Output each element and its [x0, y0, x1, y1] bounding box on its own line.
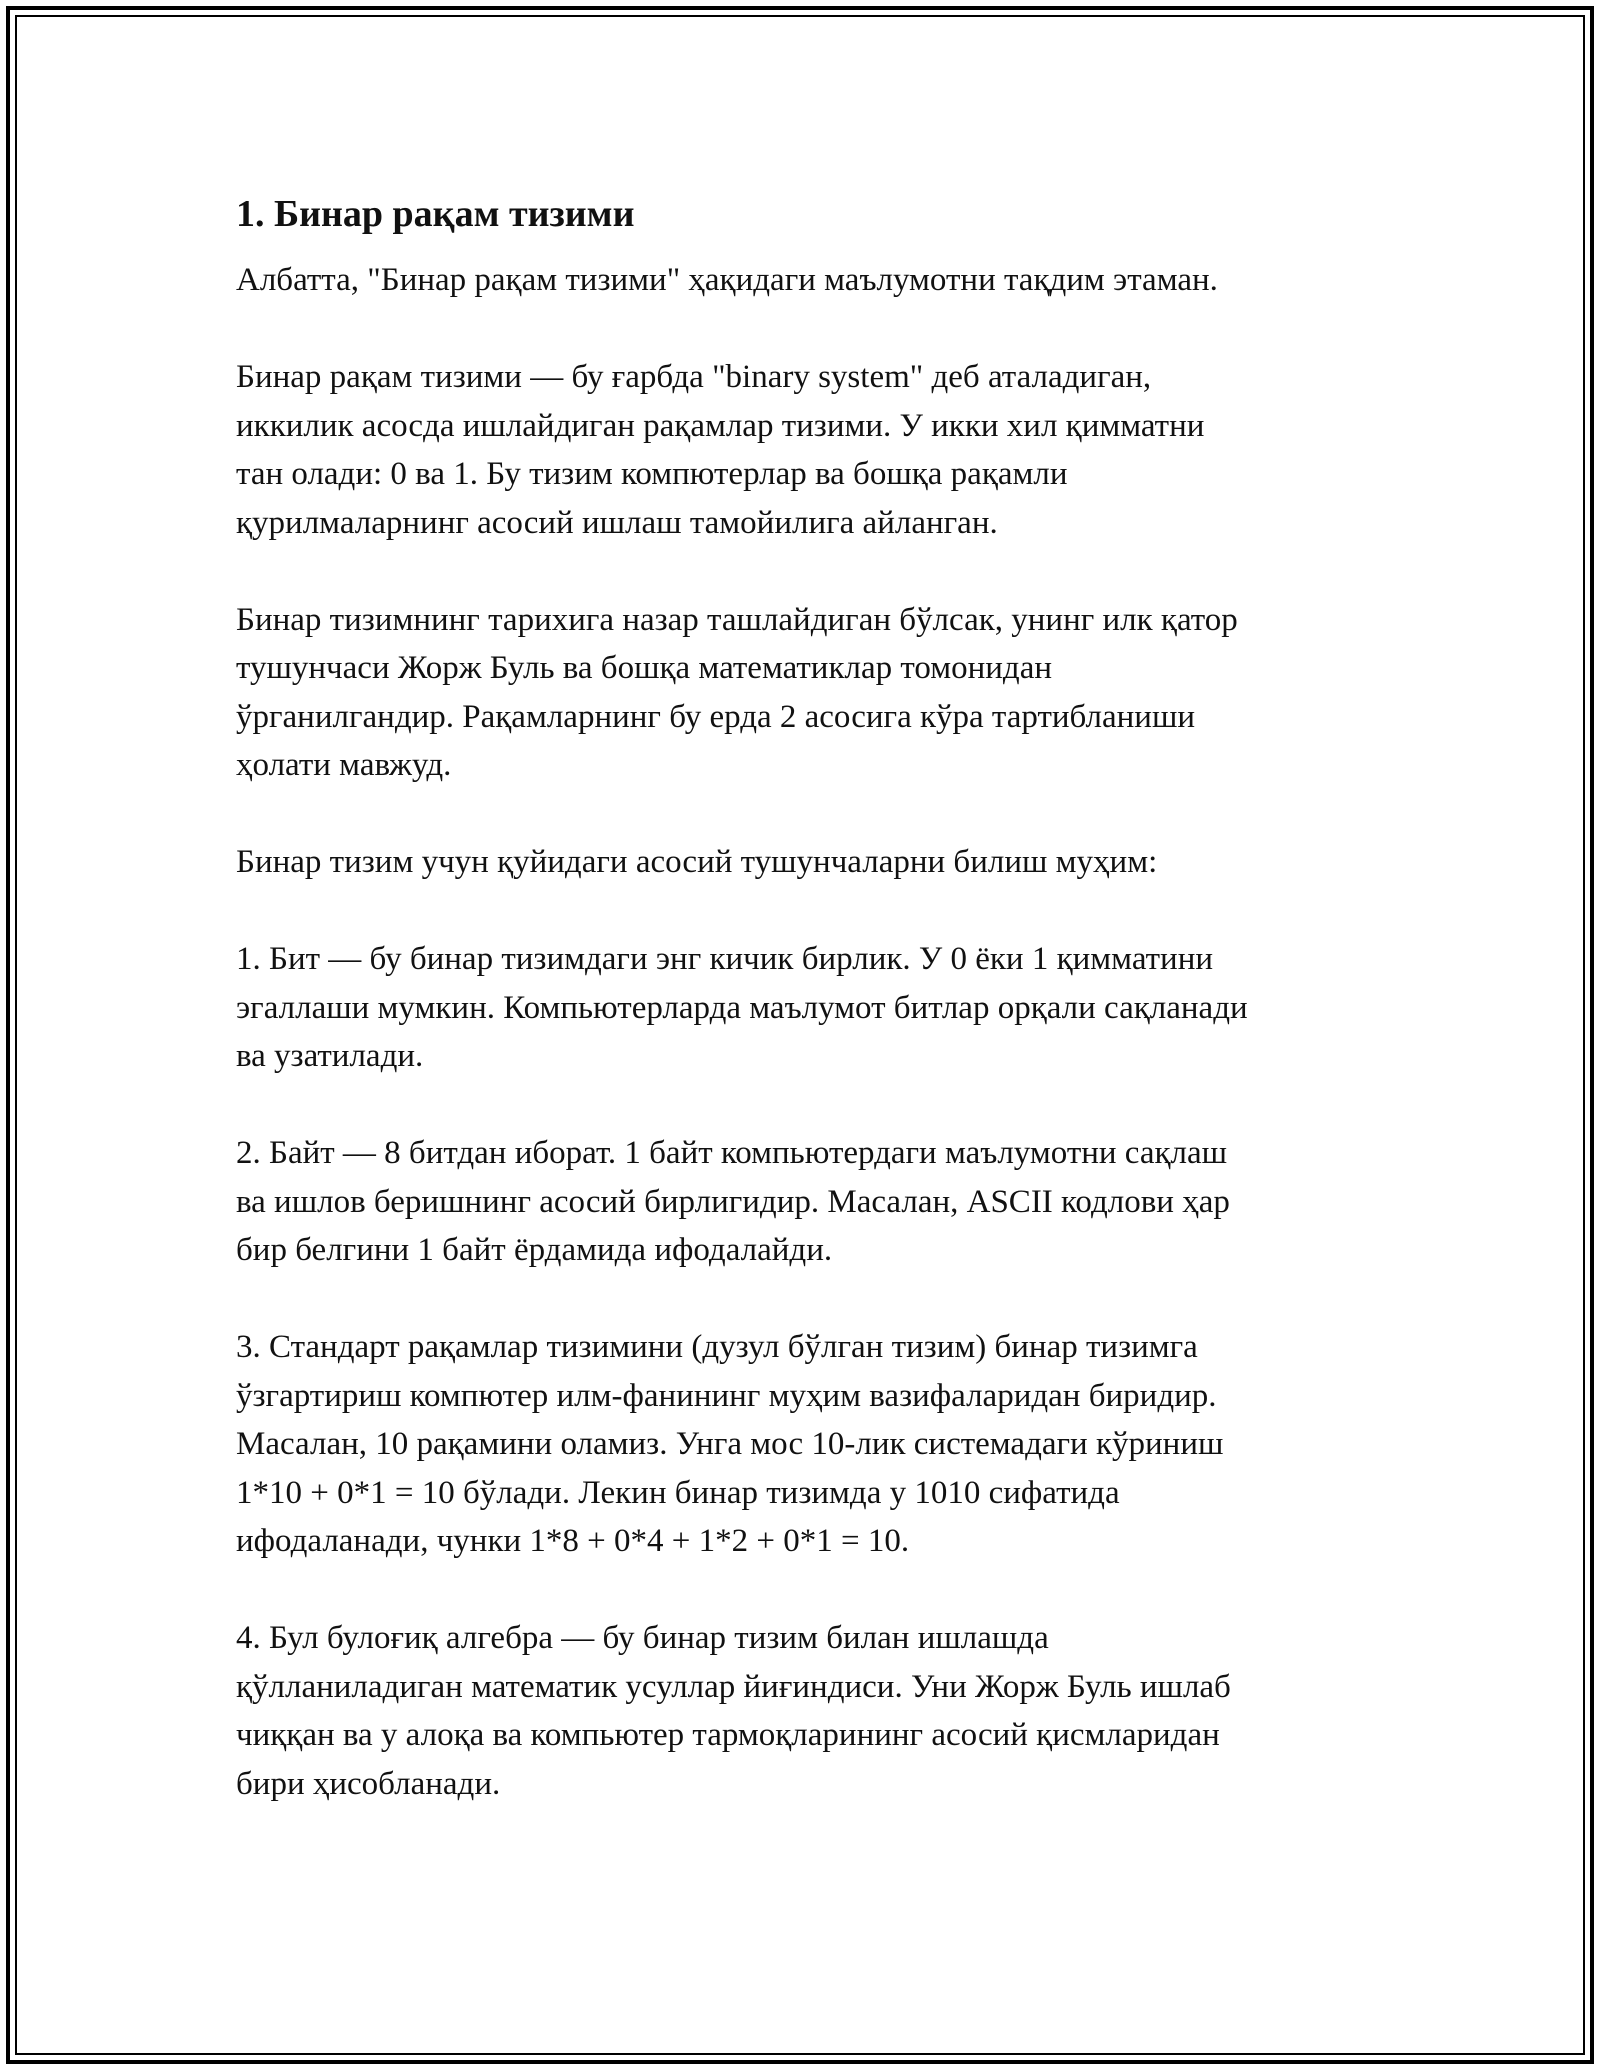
text-line: қўлланиладиган математик усуллар йиғиндиси. Уни Жорж Буль ишлаб — [236, 1668, 1231, 1705]
text-line: Масалан, 10 рақамини оламиз. Унга мос 10-лик системадаги кўриниш — [236, 1426, 1224, 1462]
text-line: бир белгини 1 байт ёрдамида ифодалайди. — [236, 1232, 833, 1268]
text-line: тан олади: 0 ва 1. Бу тизим компютерлар ва бошқа рақамли — [236, 456, 1068, 492]
list-item-byte — [236, 1129, 1376, 1275]
text-line: 1*10 + 0*1 = 10 бўлади. Лекин бинар тизимда у 1010 сифатида — [236, 1474, 1120, 1511]
text-line: эгаллаши мумкин. Компьютерларда маълумот битлар орқали сақланади — [236, 989, 1248, 1026]
text-line: ўзгартириш компютер илм-фанининг муҳим вазифаларидан биридир. — [236, 1377, 1217, 1414]
text-line: Бинар рақам тизими — бу ғарбда "binary system" деб аталадиган, — [236, 359, 1152, 395]
text-line: Албатта, "Бинар рақам тизими" ҳақидаги маълумотни тақдим этаман. — [236, 262, 1218, 298]
text-line: ҳолати мавжуд. — [236, 747, 452, 783]
text-line: қурилмаларнинг асосий ишлаш тамойилига айланган. — [236, 504, 998, 541]
text-line: 4. Бул булоғиқ алгебра — бу бинар тизим билан ишлашда — [236, 1620, 1049, 1656]
paragraph-history — [236, 596, 1376, 790]
document-title: 1. Бинар рақам тизими — [236, 193, 635, 235]
text-line: тушунчаси Жорж Буль ва бошқа математиклар томонидан — [236, 650, 1053, 686]
text-line: чиққан ва у алоқа ва компьютер тармоқларининг асосий қисмларидан — [236, 1717, 1220, 1753]
text-line: иккилик асосда ишлайдиган рақамлар тизими. У икки хил қимматни — [236, 407, 1205, 444]
paragraph-definition — [236, 353, 1376, 547]
text-line: ва ишлов беришнинг асосий бирлигидир. Масалан, ASCII кодлови ҳар — [236, 1183, 1230, 1220]
list-item-conversion — [236, 1323, 1376, 1566]
text-line: 2. Байт — 8 битдан иборат. 1 байт компьютердаги маълумотни сақлаш — [236, 1135, 1228, 1171]
text-line: Бинар тизим учун қуйидаги асосий тушунчаларни билиш муҳим: — [236, 844, 1158, 880]
text-line: ва узатилади. — [236, 1038, 424, 1074]
text-line: бири ҳисобланади. — [236, 1765, 501, 1802]
text-line: ифодаланади, чунки 1*8 + 0*4 + 1*2 + 0*1 = 10. — [236, 1523, 910, 1559]
text-line: 1. Бит — бу бинар тизимдаги энг кичик бирлик. У 0 ёки 1 қимматини — [236, 941, 1214, 977]
text-line: Бинар тизимнинг тарихига назар ташлайдиган бўлсак, унинг илк қатор — [236, 601, 1238, 638]
list-item-bit — [236, 935, 1376, 1081]
list-item-boolean-algebra — [236, 1614, 1376, 1808]
paragraph-intro — [236, 256, 1376, 305]
paragraph-concepts-intro — [236, 838, 1376, 887]
document-body — [236, 186, 1376, 1857]
text-line: ўрганилгандир. Рақамларнинг бу ерда 2 асосига кўра тартибланиши — [236, 698, 1196, 735]
text-line: 3. Стандарт рақамлар тизимини (дузул бўлган тизим) бинар тизимга — [236, 1329, 1198, 1365]
